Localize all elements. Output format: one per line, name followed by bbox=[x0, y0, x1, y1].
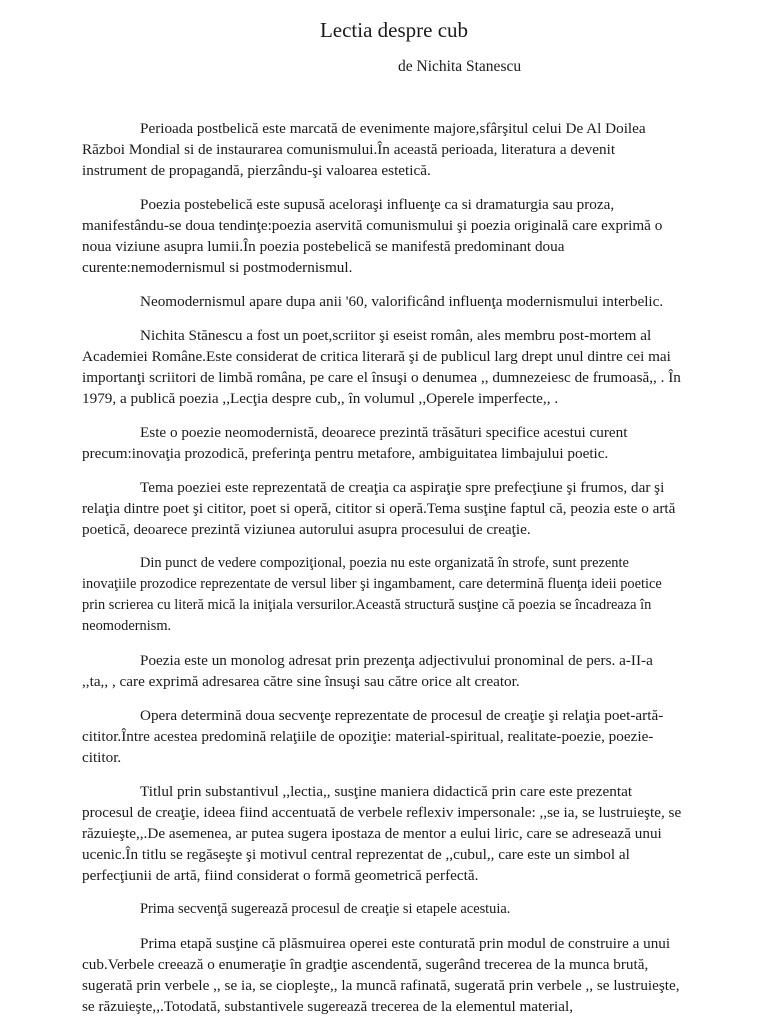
paragraph-11: Prima secvenţă sugerează procesul de creaţie si etapele acestuia. bbox=[140, 901, 511, 917]
document-body bbox=[82, 118, 682, 1030]
paragraph-4: Nichita Stănescu a fost un poet,scriitor şi eseist român, ales membru post-mortem al Academiei Române.Este considerat de critica literară şi de publicul larg drept unul dintre cei mai importanţi scriitori de limbă româna, pe care el însuşi o denumea ,, dumnezeiesc de frumoasă,, . În 1979, a publică poezia ,,Lecţia despre cub,, în volumul ,,Operele imperfecte,, . bbox=[82, 327, 681, 407]
paragraph-9: Opera determină doua secvenţe reprezentate de procesul de creaţie şi relaţia poet-artă-cititor.Între acestea predomină relaţiile de opoziţie: material-spiritual, realitate-poezie, poezie-cititor. bbox=[82, 707, 664, 766]
paragraph-7: Din punct de vedere compoziţional, poezia nu este organizată în strofe, sunt prezente inovaţiile prozodice reprezentate de versul liber şi ingambament, care determină fluenţa ideii poetice prin scrierea cu literă mică la iniţiala versurilor.Această structură susţine că poezia se încadreaza în neomodernism. bbox=[82, 555, 662, 634]
paragraph-10: Titlul prin substantivul ,,lectia,, susţine maniera didactică prin care este prezentat procesul de creaţie, ideea fiind accentuată de verbele reflexiv impersonale: ,,se ia, se lustruieşte, se răzuieşte,,.De asemenea, ar putea sugera ipostaza de mentor a eului liric, care se adresează unui ucenic.În titlu se regăseşte şi motivul central reprezentat de ,,cubul,, care este un simbol al perfecţiunii de artă, fiind considerat o formă geometrică perfectă. bbox=[82, 783, 682, 884]
paragraph-2: Poezia postebelică este supusă aceloraşi influenţe ca si dramaturgia sau proza, manifestându-se doua tendinţe:poezia aservită comunismului şi poezia originală care exprimă o noua viziune asupra lumii.În poezia postebelică se manifestă predominant doua curente:nemodernismul si postmodernismul. bbox=[82, 196, 663, 276]
document-author: de Nichita Stanescu bbox=[398, 58, 522, 75]
paragraph-5: Este o poezie neomodernistă, deoarece prezintă trăsături specifice acestui curent precum:inovaţia prozodică, preferinţa pentru metafore, ambiguitatea limbajului poetic. bbox=[82, 424, 628, 462]
document-title: Lectia despre cub bbox=[319, 18, 469, 42]
paragraph-12: Prima etapă susţine că plăsmuirea operei este conturată prin modul de construire a unui cub.Verbele creează o enumeraţie în gradţie ascendentă, sugerând trecerea de la munca brută, sugerată prin verbele ,, se ia, se ciopleşte,, la muncă rafinată, sugerată prin verbele ,, se lustruieşte, se răzuieşte,,.Totodată, substantivele sugerează trecerea de la elementul material, bbox=[82, 935, 680, 1015]
paragraph-8: Poezia este un monolog adresat prin prezenţa adjectivului pronominal de pers. a-II-a ,,ta,, , care exprimă adresarea către sine însuşi sau către orice alt creator. bbox=[82, 652, 653, 690]
paragraph-1: Perioada postbelică este marcată de evenimente majore,sfârşitul celui De Al Doilea Război Mondial si de instaurarea comunismului.În această perioada, literatura a devenit instrument de propagandă, pierzându-şi valoarea estetică. bbox=[82, 120, 646, 179]
paragraph-3: Neomodernismul apare dupa anii '60, valorificând influenţa modernismului interbelic. bbox=[140, 293, 664, 310]
paragraph-6: Tema poeziei este reprezentată de creaţia ca aspiraţie spre prefecţiune şi frumos, dar şi relaţia dintre poet şi cititor, poet si operă, cititor si operă.Tema susţine faptul că, peozia este o artă poetică, deoarece prezintă viziunea autorului asupra procesului de creaţie. bbox=[82, 479, 676, 538]
